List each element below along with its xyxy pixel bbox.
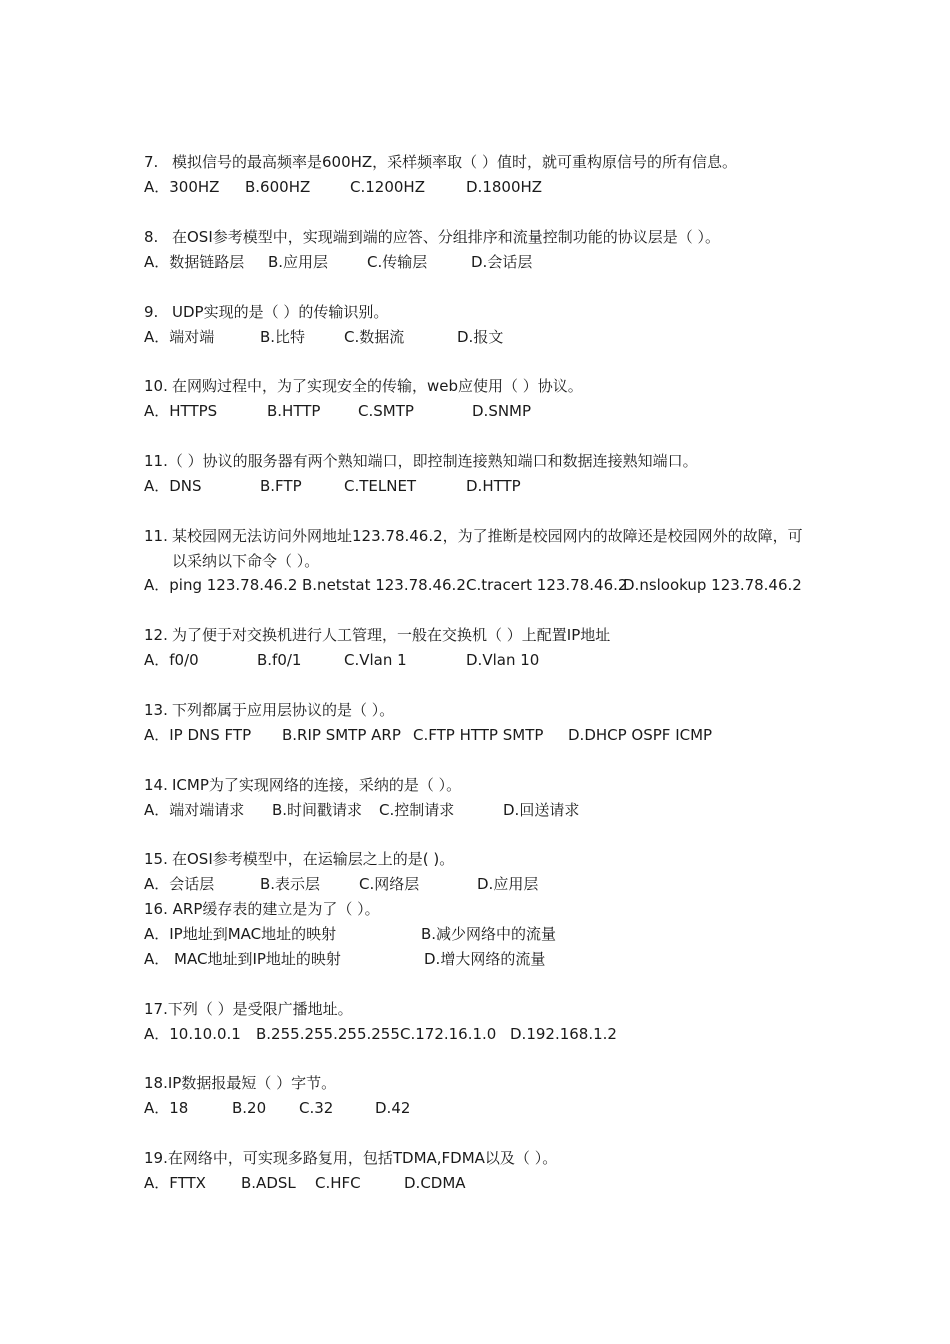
question-number: 16. — [144, 900, 168, 918]
option-c: C.FTP HTTP SMTP — [413, 726, 544, 744]
option-a: A．300HZ — [144, 178, 220, 196]
option-b: B.比特 — [260, 328, 306, 346]
question-number: 11. — [144, 527, 168, 545]
question-number: 17. — [144, 1000, 168, 1018]
option-d: D.DHCP OSPF ICMP — [568, 726, 713, 744]
option-a: A．f0/0 — [144, 651, 199, 669]
question-number: 10. — [144, 377, 168, 395]
question-text: 某校园网无法访问外网地址123.78.46.2，为了推断是校园网内的故障还是校园网外的故障，可 — [172, 527, 803, 545]
option-a: A．FTTX — [144, 1174, 206, 1192]
option-c: C.TELNET — [344, 477, 417, 495]
question-number: 18. — [144, 1074, 168, 1092]
option-d: D.192.168.1.2 — [510, 1025, 617, 1043]
option-a: A．端对端 — [144, 328, 215, 346]
question-stem-continuation: 以采纳以下命令（ ）。 — [172, 552, 320, 570]
question-stem — [144, 152, 737, 172]
option-b: B.表示层 — [260, 875, 321, 893]
question-text: 下列都属于应用层协议的是（ ）。 — [172, 701, 395, 719]
option-d: D.增大网络的流量 — [424, 950, 546, 968]
question-stem — [144, 1148, 557, 1168]
option-b: B.20 — [232, 1099, 267, 1117]
option-c: C.SMTP — [358, 402, 414, 420]
question-stem — [144, 849, 454, 869]
question-text: 模拟信号的最高频率是600HZ，采样频率取（ ）值时，就可重构原信号的所有信息。 — [172, 153, 737, 171]
option-b: B.255.255.255.255 — [256, 1025, 400, 1043]
option-a: A．IP地址到MAC地址的映射 — [144, 925, 337, 943]
option-c: C.172.16.1.0 — [400, 1025, 497, 1043]
question-text: 为了便于对交换机进行人工管理，一般在交换机（ ）上配置IP地址 — [172, 626, 611, 644]
question-text: 在网络中，可实现多路复用，包括TDMA,FDMA以及（ ）。 — [167, 1149, 558, 1167]
option-b: B.600HZ — [245, 178, 311, 196]
option-a: A．数据链路层 — [144, 253, 245, 271]
option-b: B.RIP SMTP ARP — [282, 726, 401, 744]
option-d: D.1800HZ — [466, 178, 543, 196]
option-a: A．DNS — [144, 477, 202, 495]
option-b: B.HTTP — [267, 402, 321, 420]
option-b: B.FTP — [260, 477, 302, 495]
question-number: 13. — [144, 701, 168, 719]
question-number: 14. — [144, 776, 168, 794]
option-a: A．HTTPS — [144, 402, 218, 420]
question-stem — [144, 526, 803, 546]
question-stem — [144, 1073, 336, 1093]
option-d: D.会话层 — [471, 253, 533, 271]
question-text: 在OSI参考模型中，在运输层之上的是( )。 — [172, 850, 455, 868]
question-text: ICMP为了实现网络的连接，采纳的是（ ）。 — [172, 776, 462, 794]
question-number: 15. — [144, 850, 168, 868]
option-d: D.42 — [375, 1099, 411, 1117]
option-a: A．端对端请求 — [144, 801, 245, 819]
question-text: UDP实现的是（ ）的传输识别。 — [172, 303, 389, 321]
option-a-2: A． MAC地址到IP地址的映射 — [144, 950, 341, 968]
question-stem — [144, 451, 698, 471]
option-d: D.nslookup 123.78.46.2 — [623, 576, 802, 594]
question-stem — [144, 999, 353, 1019]
option-d: D.HTTP — [466, 477, 521, 495]
question-stem — [144, 899, 380, 919]
option-c: C.网络层 — [359, 875, 420, 893]
question-number: 8. — [144, 228, 159, 246]
option-c: C.32 — [299, 1099, 334, 1117]
option-b: B.ADSL — [241, 1174, 296, 1192]
option-c: C.Vlan 1 — [344, 651, 407, 669]
option-a: A．ping 123.78.46.2 — [144, 576, 298, 594]
option-d: D.应用层 — [477, 875, 539, 893]
option-a: A．会话层 — [144, 875, 215, 893]
question-text: （ ）协议的服务器有两个熟知端口，即控制连接熟知端口和数据连接熟知端口。 — [167, 452, 698, 470]
question-text: 在网购过程中，为了实现安全的传输，web应使用（ ）协议。 — [172, 377, 583, 395]
option-d: D.回送请求 — [503, 801, 580, 819]
option-c: C.传输层 — [367, 253, 428, 271]
option-b: B.时间戳请求 — [272, 801, 363, 819]
question-text: IP数据报最短（ ）字节。 — [167, 1074, 337, 1092]
option-b: B.netstat 123.78.46.2 — [302, 576, 466, 594]
question-number: 9. — [144, 303, 159, 321]
question-stem — [144, 625, 610, 645]
option-c: C.1200HZ — [350, 178, 425, 196]
question-number: 12. — [144, 626, 168, 644]
question-number: 7. — [144, 153, 159, 171]
option-c: C.HFC — [315, 1174, 361, 1192]
question-stem — [144, 775, 461, 795]
question-stem — [144, 376, 583, 396]
option-c: C.数据流 — [344, 328, 405, 346]
question-number: 19. — [144, 1149, 168, 1167]
option-b: B.减少网络中的流量 — [421, 925, 557, 943]
option-c: C.控制请求 — [379, 801, 455, 819]
option-c: C.tracert 123.78.46.2 — [466, 576, 628, 594]
option-d: D.SNMP — [472, 402, 532, 420]
option-a: A．18 — [144, 1099, 189, 1117]
option-a: A．10.10.0.1 — [144, 1025, 241, 1043]
question-stem — [144, 227, 720, 247]
question-stem — [144, 700, 394, 720]
question-text: 在OSI参考模型中，实现端到端的应答、分组排序和流量控制功能的协议层是（ ）。 — [172, 228, 721, 246]
option-a: A．IP DNS FTP — [144, 726, 252, 744]
question-number: 11. — [144, 452, 168, 470]
question-stem — [144, 302, 388, 322]
option-b: B.应用层 — [268, 253, 329, 271]
option-d: D.Vlan 10 — [466, 651, 540, 669]
question-text: 下列（ ）是受限广播地址。 — [167, 1000, 353, 1018]
option-d: D.报文 — [457, 328, 504, 346]
option-b: B.f0/1 — [257, 651, 302, 669]
question-text: ARP缓存表的建立是为了（ ）。 — [172, 900, 380, 918]
option-d: D.CDMA — [404, 1174, 466, 1192]
